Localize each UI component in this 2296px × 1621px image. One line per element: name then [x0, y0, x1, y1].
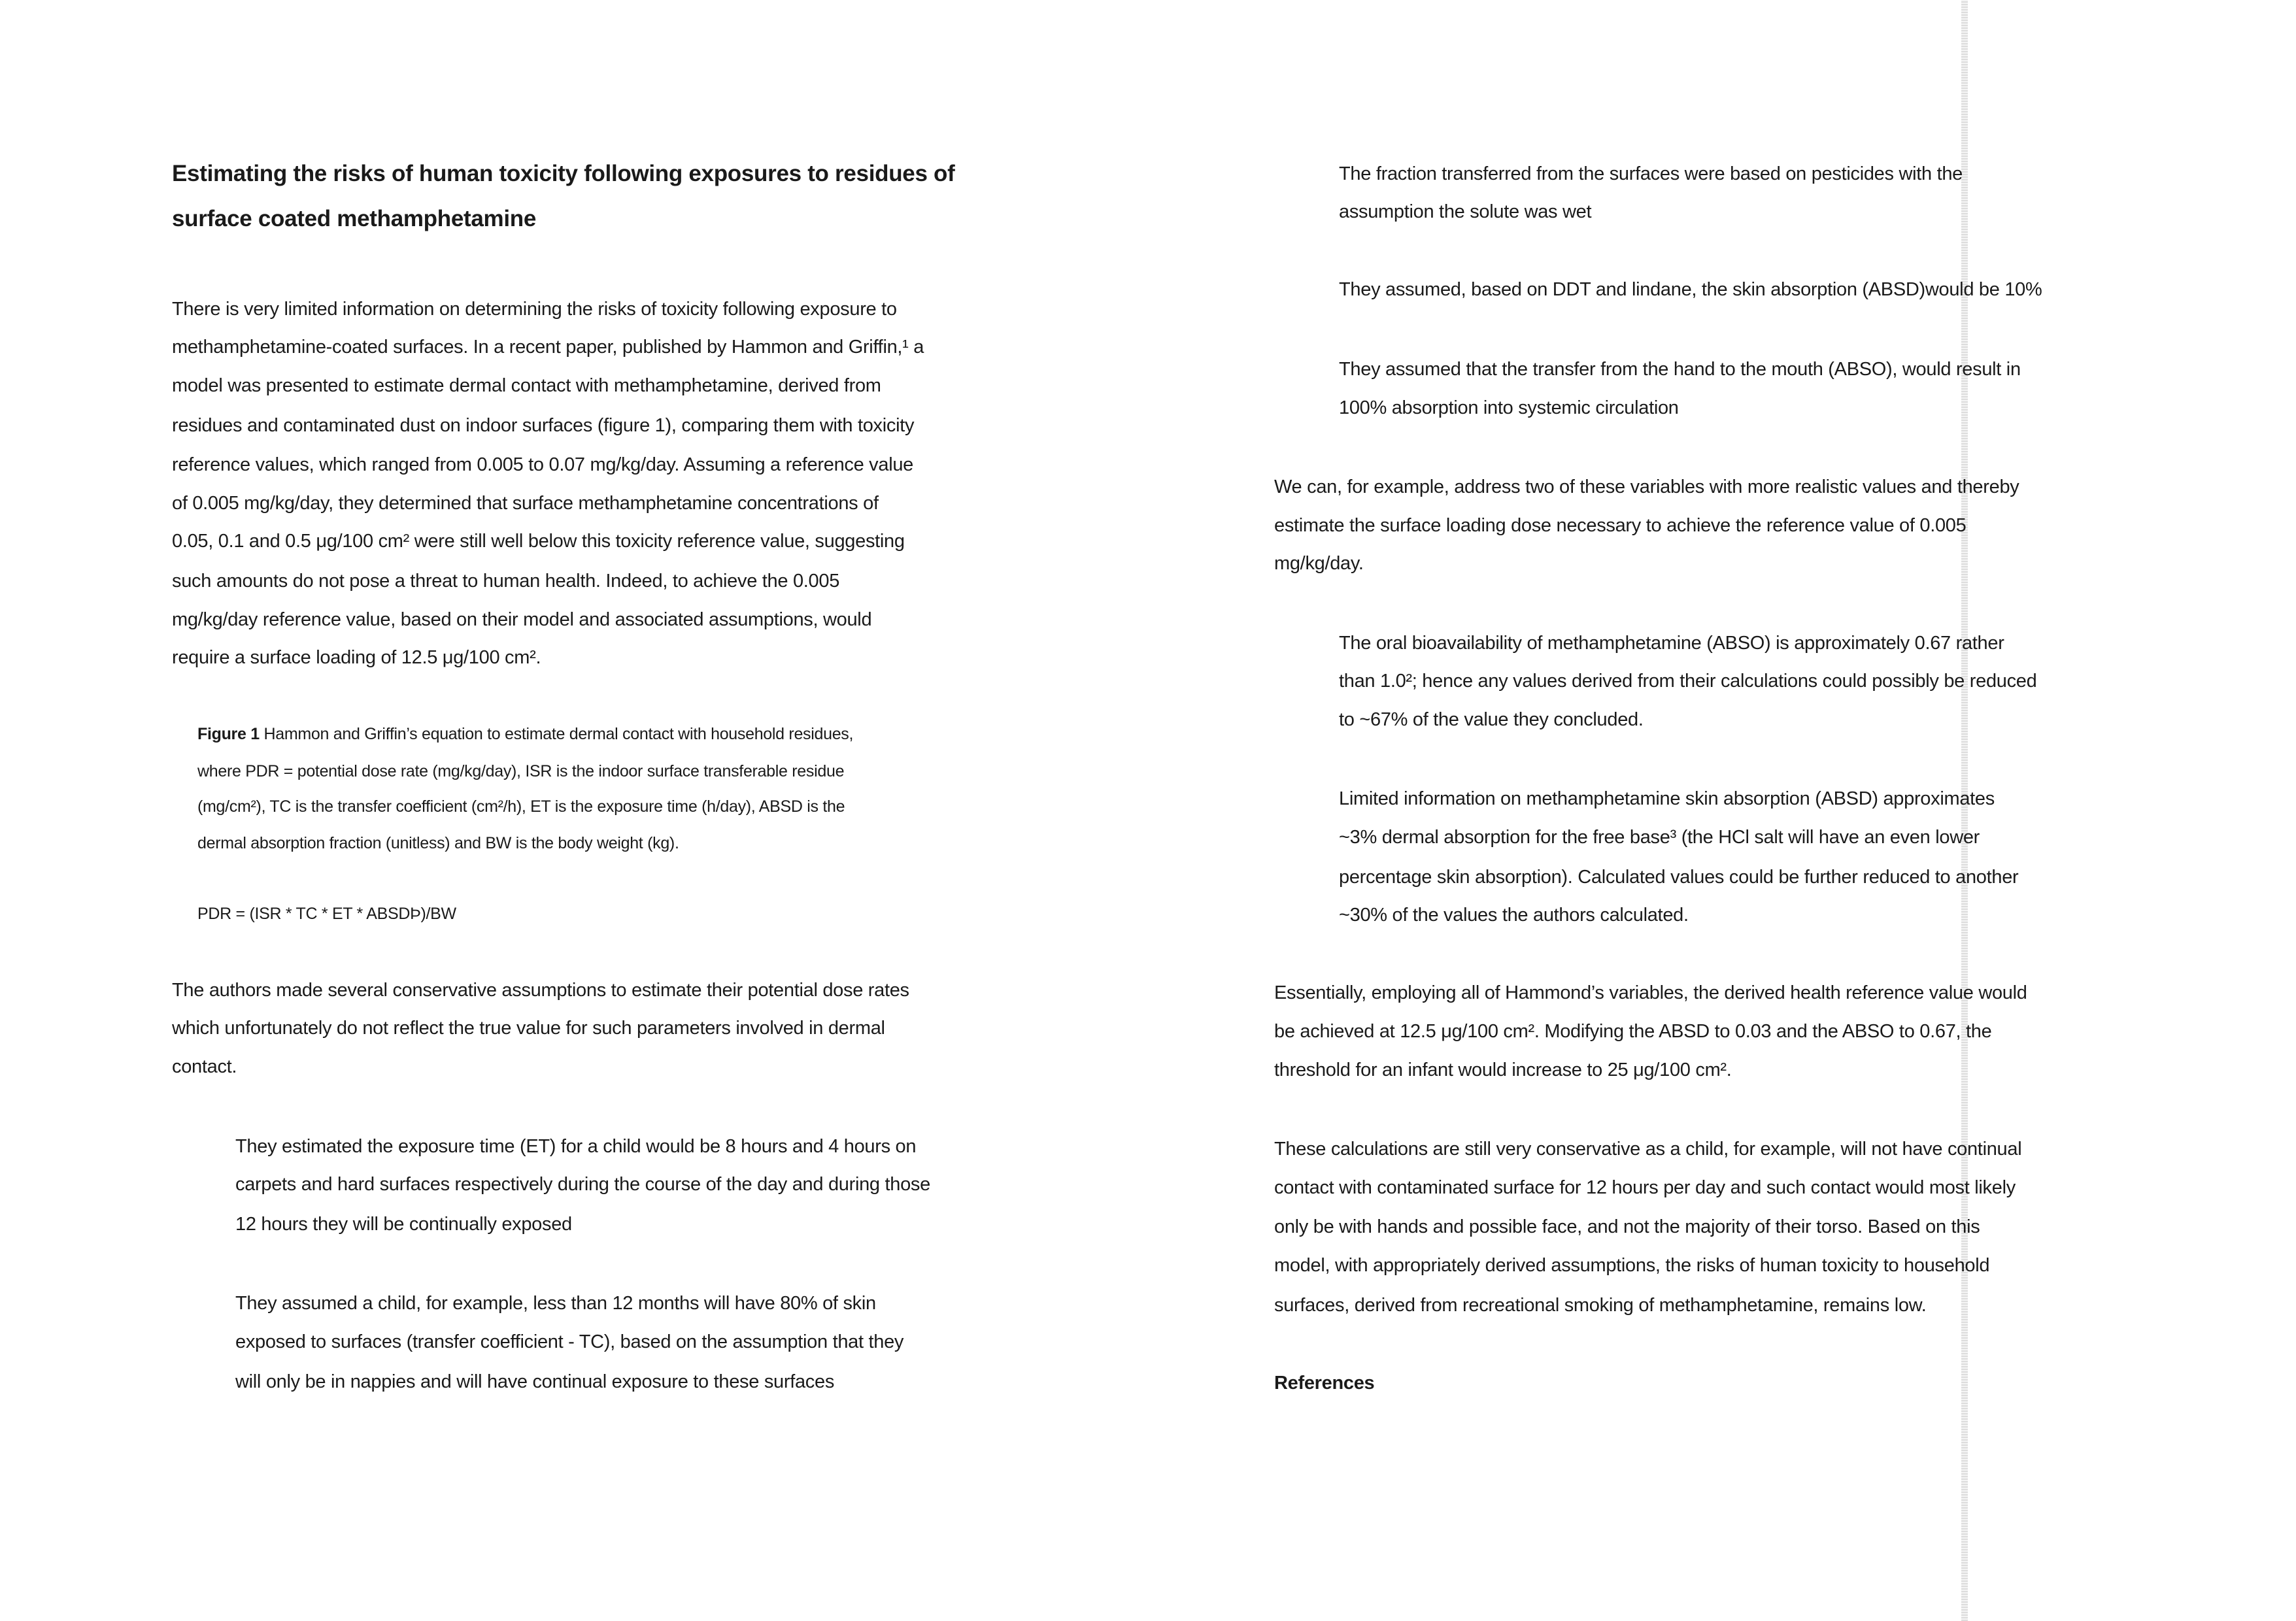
text-line: The fraction transferred from the surfaces were based on pesticides with the [1339, 163, 1963, 184]
text-line: 0.05, 0.1 and 0.5 μg/100 cm² were still well below this toxicity reference value, suggesting [172, 531, 905, 552]
text-line: There is very limited information on determining the risks of toxicity following exposure to [172, 299, 897, 320]
text-line: contact with contaminated surface for 12 hours per day and such contact would most likely [1274, 1177, 2016, 1198]
text-line: model, with appropriately derived assumptions, the risks of human toxicity to household [1274, 1255, 1990, 1276]
text-line: estimate the surface loading dose necessary to achieve the reference value of 0.005 [1274, 515, 1967, 536]
text-line: These calculations are still very conservative as a child, for example, will not have continual [1274, 1139, 2022, 1160]
formula: PDR = (ISR * TC * ET * ABSDÞ)/BW [197, 905, 456, 923]
text-line: 100% absorption into systemic circulation [1339, 397, 1679, 418]
caption-line: where PDR = potential dose rate (mg/kg/day), ISR is the indoor surface transferable residue [197, 762, 845, 780]
text-line: ~30% of the values the authors calculated. [1339, 905, 1689, 926]
text-line: The oral bioavailability of methamphetamine (ABSO) is approximately 0.67 rather [1339, 633, 2004, 654]
text-line: model was presented to estimate dermal contact with methamphetamine, derived from [172, 375, 881, 396]
text-line: They estimated the exposure time (ET) for a child would be 8 hours and 4 hours on [235, 1136, 917, 1157]
text-line: assumption the solute was wet [1339, 201, 1592, 222]
text-line: surfaces, derived from recreational smoking of methamphetamine, remains low. [1274, 1295, 1927, 1316]
text-line: will only be in nappies and will have continual exposure to these surfaces [235, 1371, 835, 1392]
caption-line: (mg/cm²), TC is the transfer coefficient (cm²/h), ET is the exposure time (h/day), ABSD is the [197, 797, 845, 816]
title-line: surface coated methamphetamine [172, 206, 537, 231]
text-line: exposed to surfaces (transfer coefficient - TC), based on the assumption that they [235, 1331, 904, 1352]
text-line: methamphetamine-coated surfaces. In a recent paper, published by Hammon and Griffin,¹ a [172, 337, 924, 358]
text-line: The authors made several conservative assumptions to estimate their potential dose rates [172, 980, 909, 1001]
references-heading: References [1274, 1373, 1375, 1394]
text-line: They assumed, based on DDT and lindane, the skin absorption (ABSD)would be 10% [1339, 279, 2042, 300]
text-line: which unfortunately do not reflect the true value for such parameters involved in dermal [172, 1018, 885, 1039]
text-line: carpets and hard surfaces respectively during the course of the day and during those [235, 1174, 930, 1195]
text-line: residues and contaminated dust on indoor surfaces (figure 1), comparing them with toxicity [172, 415, 915, 436]
text-line: to ~67% of the value they concluded. [1339, 709, 1644, 730]
text-line: require a surface loading of 12.5 μg/100 cm². [172, 647, 541, 668]
text-line: We can, for example, address two of these variables with more realistic values and thereby [1274, 476, 2019, 497]
text-line: ~3% dermal absorption for the free base³ (the HCl salt will have an even lower [1339, 827, 1980, 848]
caption-line: dermal absorption fraction (unitless) and BW is the body weight (kg). [197, 834, 679, 852]
text-line: Essentially, employing all of Hammond’s variables, the derived health reference value would [1274, 982, 2027, 1003]
text-line: reference values, which ranged from 0.005 to 0.07 mg/kg/day. Assuming a reference value [172, 454, 914, 475]
text-line: mg/kg/day. [1274, 553, 1364, 574]
caption-text: Hammon and Griffin’s equation to estimate dermal contact with household residues, [259, 725, 854, 743]
title-line: Estimating the risks of human toxicity following exposures to residues of [172, 161, 955, 186]
figure-label: Figure 1 [197, 725, 260, 743]
text-line: of 0.005 mg/kg/day, they determined that surface methamphetamine concentrations of [172, 493, 879, 514]
text-line: threshold for an infant would increase to 25 μg/100 cm². [1274, 1060, 1732, 1080]
text-line: Limited information on methamphetamine skin absorption (ABSD) approximates [1339, 788, 1995, 809]
text-line: only be with hands and possible face, and not the majority of their torso. Based on this [1274, 1216, 1980, 1237]
text-line: They assumed a child, for example, less than 12 months will have 80% of skin [235, 1293, 876, 1314]
text-line: contact. [172, 1056, 237, 1077]
caption-line [197, 722, 853, 746]
text-line: percentage skin absorption). Calculated values could be further reduced to another [1339, 867, 2019, 888]
text-line: than 1.0²; hence any values derived from their calculations could possibly be reduced [1339, 671, 2037, 692]
text-line: They assumed that the transfer from the hand to the mouth (ABSO), would result in [1339, 359, 2021, 380]
text-line: such amounts do not pose a threat to human health. Indeed, to achieve the 0.005 [172, 571, 840, 592]
text-line: be achieved at 12.5 μg/100 cm². Modifying the ABSD to 0.03 and the ABSO to 0.67, the [1274, 1021, 1992, 1042]
text-line: 12 hours they will be continually exposed [235, 1214, 572, 1235]
text-line: mg/kg/day reference value, based on their model and associated assumptions, would [172, 609, 872, 630]
